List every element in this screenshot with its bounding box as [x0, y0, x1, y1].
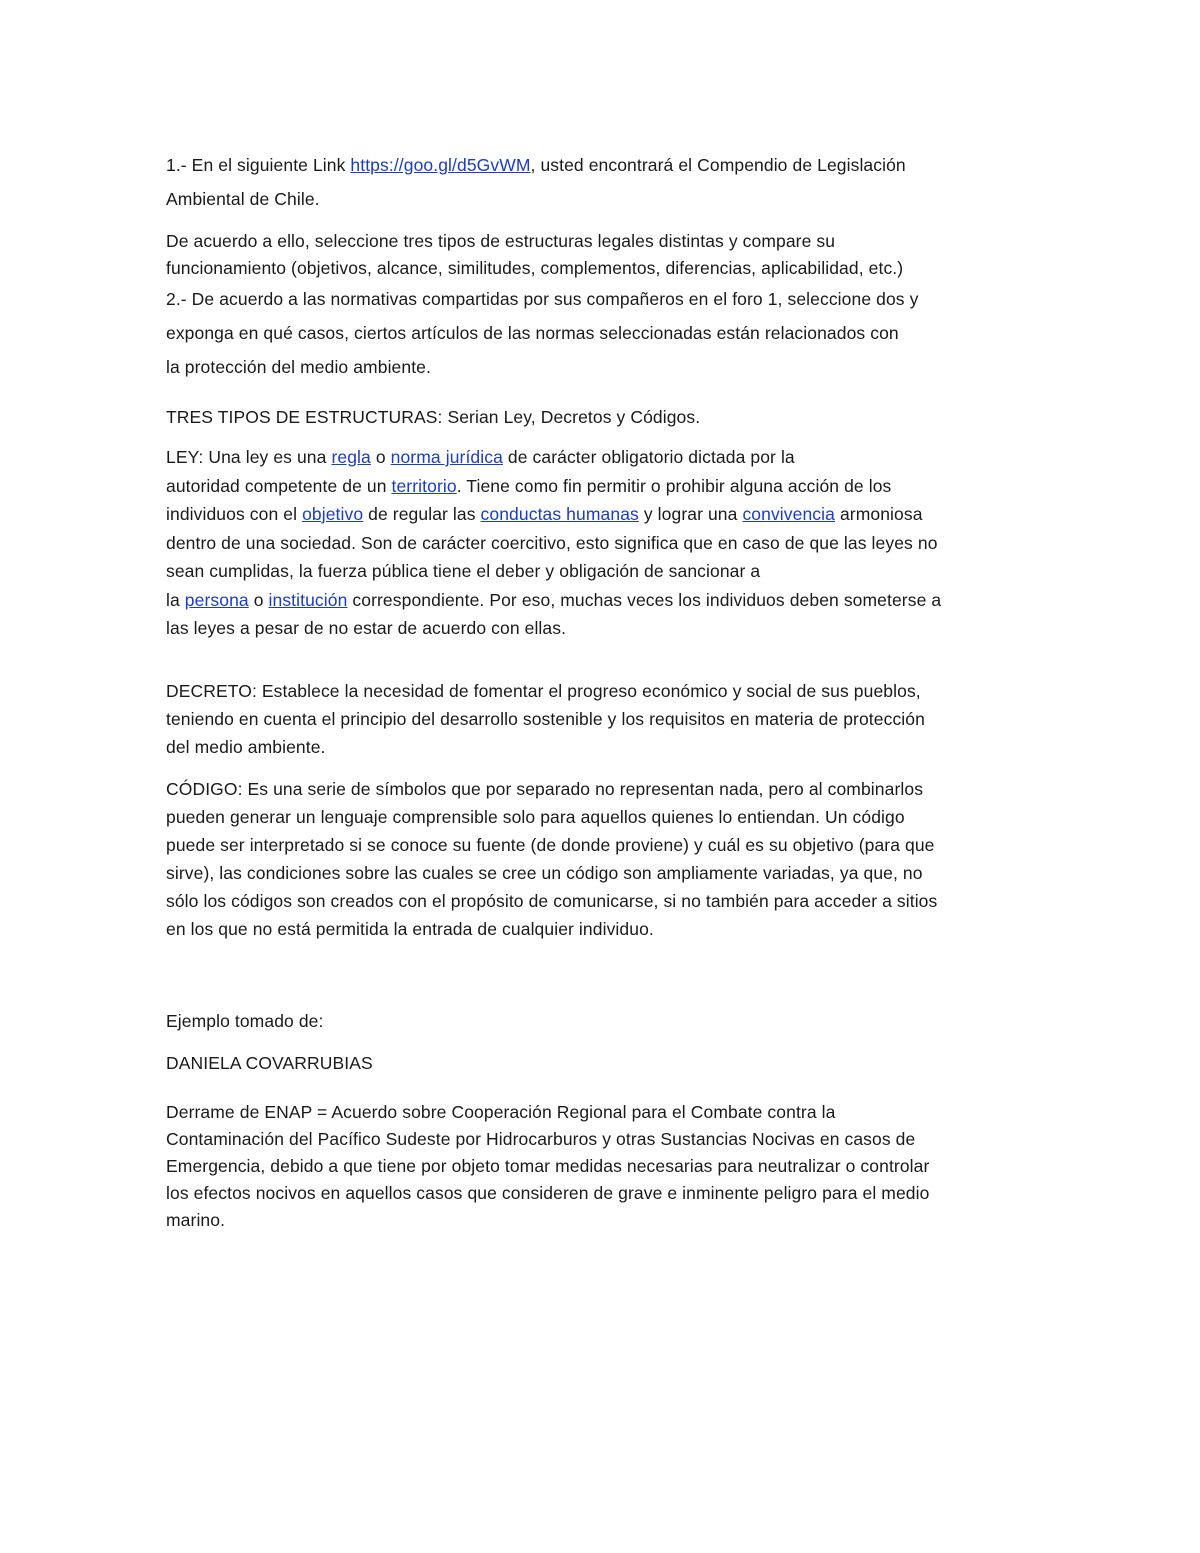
decreto-line-3: del medio ambiente.: [166, 736, 326, 757]
ley-text: . Tiene como fin permitir o prohibir alguna acción de los: [456, 475, 892, 496]
derrame-line-5: marino.: [166, 1209, 226, 1230]
question-2-line-3: la protección del medio ambiente.: [166, 357, 431, 377]
instruction-paragraph: [166, 228, 1036, 282]
ley-paragraph: [166, 443, 1036, 643]
ley-text: las leyes a pesar de no estar de acuerdo con ellas.: [166, 618, 567, 638]
ejemplo-label: Ejemplo tomado de:: [166, 1010, 324, 1031]
codigo-line-3: puede ser interpretado si se conoce su fuente (de donde proviene) y cuál es su objetivo (para que: [166, 834, 935, 855]
link-convivencia[interactable]: convivencia: [742, 504, 835, 524]
derrame-line-4: los efectos nocivos en aquellos casos que consideren de grave e inminente peligro para el medio: [166, 1182, 930, 1203]
ley-text: armoniosa: [834, 504, 923, 524]
link-conductas-humanas[interactable]: conductas humanas: [480, 504, 639, 524]
ley-text: y lograr una: [638, 504, 743, 524]
intro-prefix: 1.- En el siguiente Link: [166, 155, 351, 175]
ley-text: la: [166, 589, 185, 610]
document-body: [166, 148, 1036, 1234]
intro-suffix: , usted encontrará el Compendio de Legislación: [530, 155, 906, 175]
derrame-line-1: Derrame de ENAP = Acuerdo sobre Cooperación Regional para el Combate contra la: [166, 1101, 836, 1122]
codigo-line-2: pueden generar un lenguaje comprensible solo para aquellos quienes lo entiendan. Un código: [166, 806, 905, 827]
compendio-link[interactable]: https://goo.gl/d5GvWM: [350, 155, 531, 175]
decreto-line-1: DECRETO: Establece la necesidad de fomentar el progreso económico y social de sus pueblos,: [166, 680, 921, 701]
derrame-paragraph: [166, 1099, 1036, 1234]
intro-line-2: Ambiental de Chile.: [166, 189, 320, 209]
instruction-line-2: funcionamiento (objetivos, alcance, similitudes, complementos, diferencias, aplicabilidad, etc.): [166, 258, 904, 278]
codigo-line-5: sólo los códigos son creados con el propósito de comunicarse, si no también para acceder a sitios: [166, 890, 938, 911]
ley-text: autoridad competente de un: [166, 475, 392, 496]
ley-text: dentro de una sociedad. Son de carácter coercitivo, esto significa que en caso de que las leyes no: [166, 532, 938, 553]
derrame-line-3: Emergencia, debido a que tiene por objeto tomar medidas necesarias para neutralizar o controlar: [166, 1155, 930, 1176]
ley-text: de regular las: [363, 504, 481, 524]
codigo-line-6: en los que no está permitida la entrada de cualquier individuo.: [166, 918, 654, 939]
link-norma-juridica[interactable]: norma jurídica: [390, 447, 503, 467]
link-regla[interactable]: regla: [331, 447, 371, 467]
author-name: DANIELA COVARRUBIAS: [166, 1052, 373, 1073]
codigo-line-4: sirve), las condiciones sobre las cuales se cree un código son ampliamente variadas, ya que, no: [166, 862, 923, 883]
ley-text: o: [370, 447, 391, 467]
ley-text: sean cumplidas, la fuerza pública tiene el deber y obligación de sancionar a: [166, 561, 761, 581]
ley-text: de carácter obligatorio dictada por la: [502, 447, 795, 467]
link-territorio[interactable]: territorio: [391, 475, 457, 496]
ley-text: individuos con el: [166, 504, 303, 524]
link-objetivo[interactable]: objetivo: [302, 504, 364, 524]
instruction-line-1: De acuerdo a ello, seleccione tres tipos de estructuras legales distintas y compare su: [166, 231, 836, 251]
question-2-line-1: 2.- De acuerdo a las normativas compartidas por sus compañeros en el foro 1, seleccione dos y: [166, 289, 919, 309]
question-2-paragraph: [166, 282, 1036, 384]
link-persona[interactable]: persona: [184, 589, 249, 610]
tres-tipos-heading: TRES TIPOS DE ESTRUCTURAS: Serian Ley, Decretos y Códigos.: [166, 407, 701, 427]
ley-text: LEY: Una ley es una: [166, 447, 332, 467]
ley-text: o: [248, 589, 269, 610]
decreto-paragraph: [166, 677, 1036, 761]
decreto-line-2: teniendo en cuenta el principio del desarrollo sostenible y los requisitos en materia de protección: [166, 708, 925, 729]
link-institucion[interactable]: institución: [268, 589, 348, 610]
intro-paragraph: [166, 148, 1036, 216]
codigo-line-1: CÓDIGO: Es una serie de símbolos que por separado no representan nada, pero al combinarlos: [166, 778, 924, 799]
derrame-line-2: Contaminación del Pacífico Sudeste por Hidrocarburos y otras Sustancias Nocivas en casos de: [166, 1128, 916, 1149]
question-2-line-2: exponga en qué casos, ciertos artículos de las normas seleccionadas están relacionados con: [166, 323, 899, 343]
ley-text: correspondiente. Por eso, muchas veces los individuos deben someterse a: [347, 589, 942, 610]
codigo-paragraph: [166, 775, 1036, 943]
